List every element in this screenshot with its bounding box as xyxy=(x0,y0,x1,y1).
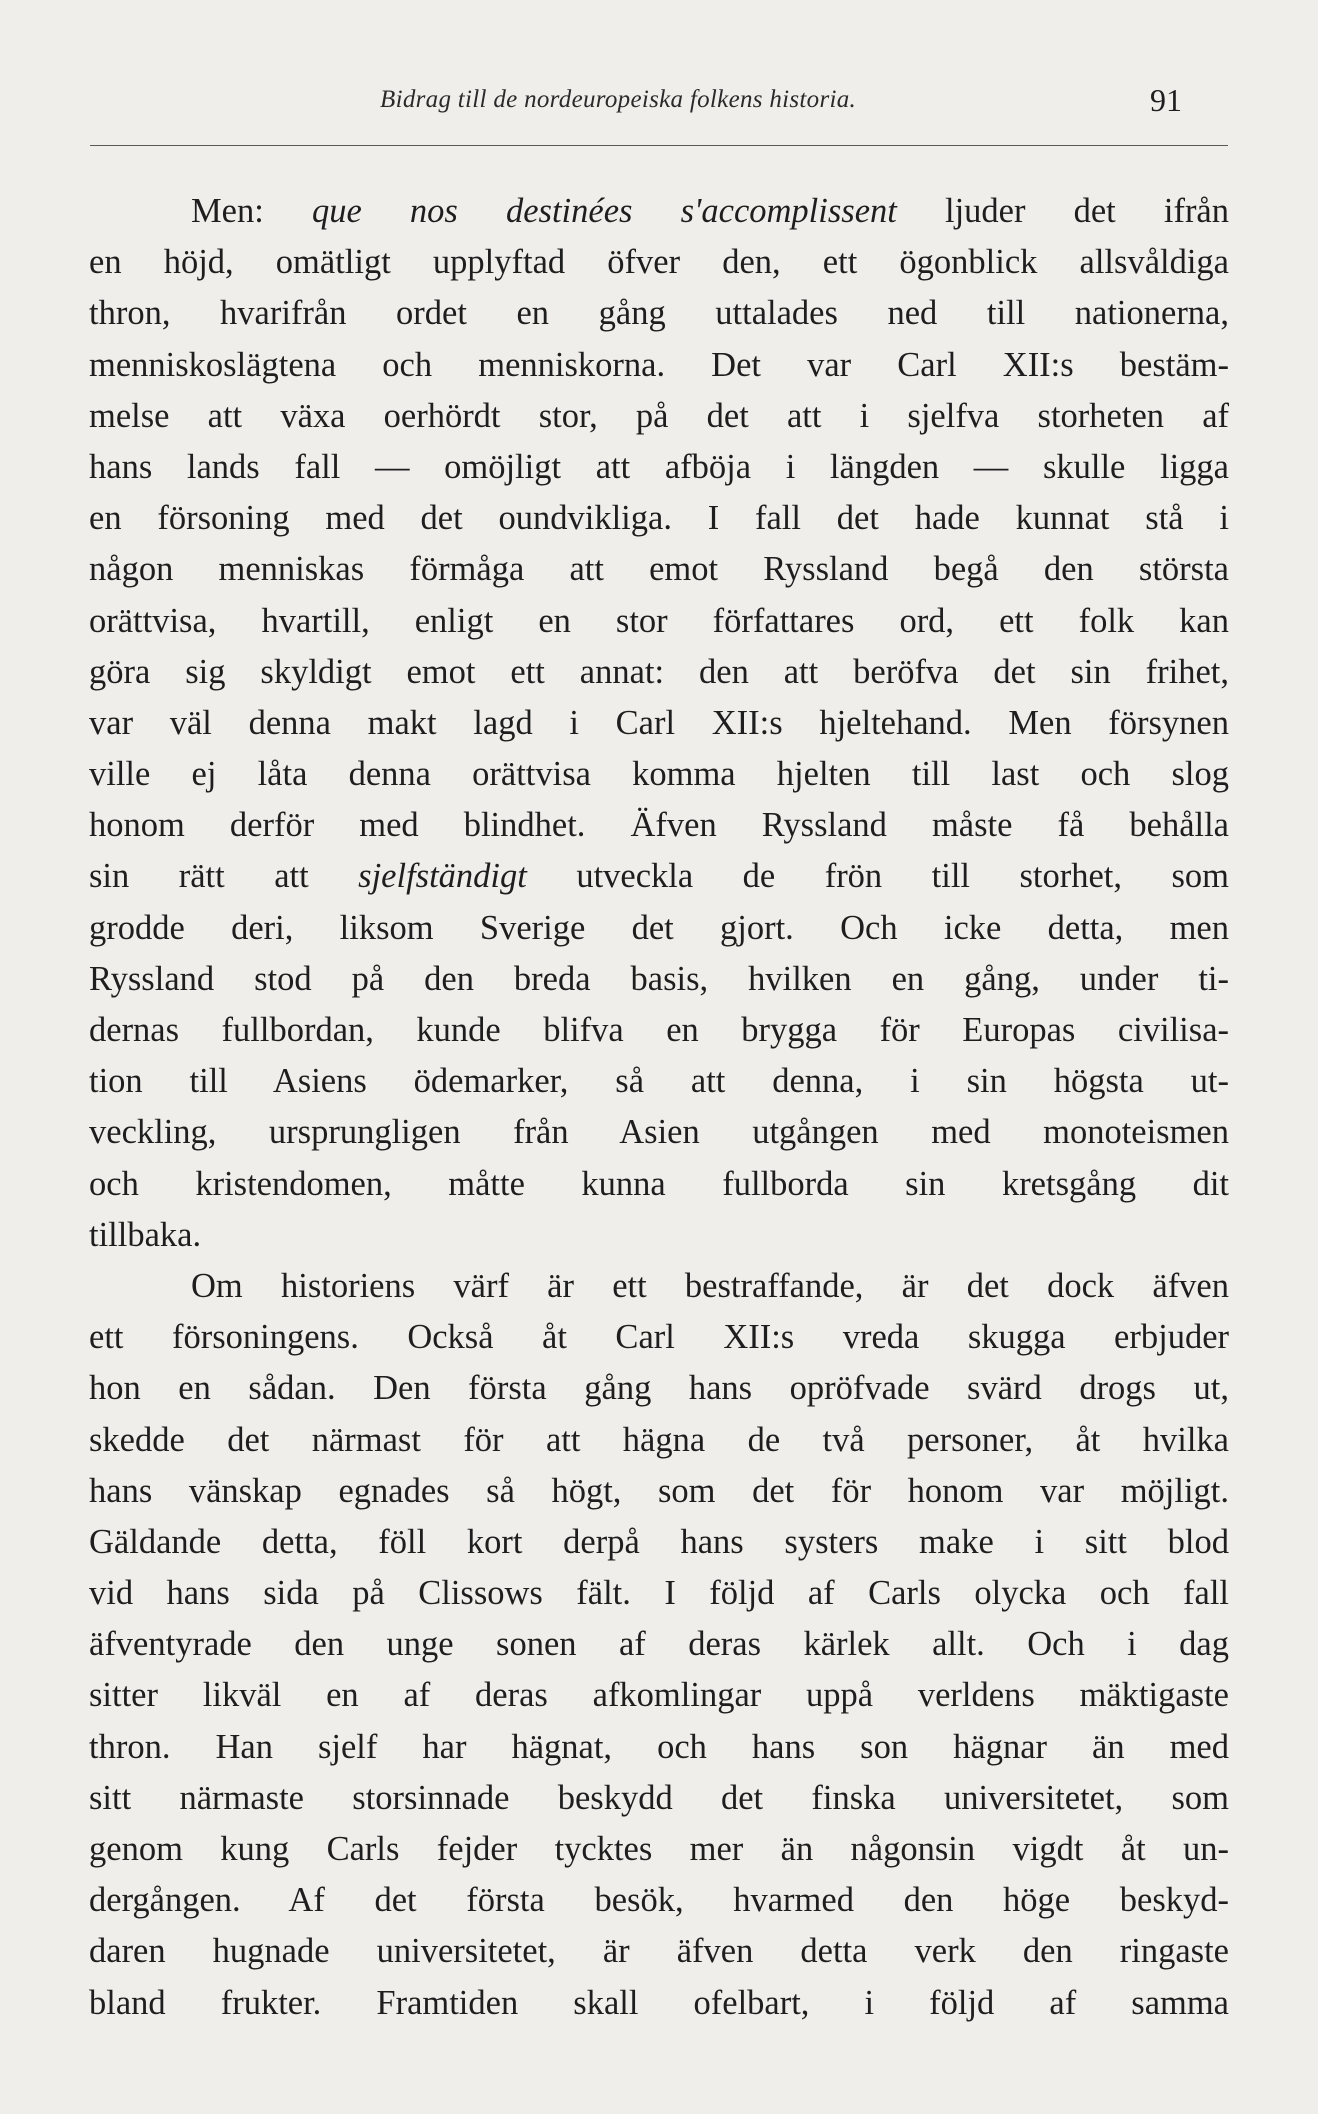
text-line: Om historiens värf är ett bestraffande, är det dock äfven xyxy=(191,1266,1229,1305)
text-line: vid hans sida på Clissows fält. I följd af Carls olycka och fall xyxy=(89,1574,1229,1613)
text-line xyxy=(89,186,1229,237)
header-rule xyxy=(90,145,1228,146)
text-line: daren hugnade universitetet, är äfven detta verk den ringaste xyxy=(89,1932,1229,1971)
text-line: tion till Asiens ödemarker, så att denna, i sin högsta ut- xyxy=(89,1062,1229,1101)
body-text xyxy=(89,186,1229,2029)
text-line: dernas fullbordan, kunde blifva en brygga för Europas civilisa- xyxy=(89,1011,1229,1049)
text-line: menniskoslägtena och menniskorna. Det var Carl XII:s bestäm- xyxy=(89,345,1229,384)
text-line: hon en sådan. Den första gång hans opröfvade svärd drogs ut, xyxy=(89,1369,1229,1408)
text-line: ville ej låta denna orättvisa komma hjelten till last och slog xyxy=(89,755,1229,794)
text-segment: utveckla de frön till storhet, som xyxy=(526,857,1229,896)
text-line: genom kung Carls fejder tycktes mer än någonsin vigdt åt un- xyxy=(89,1830,1229,1868)
text-line: grodde deri, liksom Sverige det gjort. Och icke detta, men xyxy=(89,908,1229,947)
text-line: hans lands fall — omöjligt att afböja i längden — skulle ligga xyxy=(89,447,1229,486)
text-line: dergången. Af det första besök, hvarmed den höge beskyd- xyxy=(89,1881,1229,1920)
text-line: thron. Han sjelf har hägnat, och hans son hägnar än med xyxy=(89,1727,1229,1766)
text-line: melse att växa oerhördt stor, på det att i sjelfva storheten af xyxy=(89,396,1229,435)
text-line: göra sig skyldigt emot ett annat: den att beröfva det sin frihet, xyxy=(89,652,1229,691)
text-line: och kristendomen, måtte kunna fullborda sin kretsgång dit xyxy=(89,1164,1229,1203)
text-segment: Men: xyxy=(191,192,312,230)
text-line: sitt närmaste storsinnade beskydd det finska universitetet, som xyxy=(89,1778,1229,1817)
text-line: veckling, ursprungligen från Asien utgången med monoteismen xyxy=(89,1113,1229,1152)
text-line: äfventyrade den unge sonen af deras kärlek allt. Och i dag xyxy=(89,1625,1229,1664)
text-line: hans vänskap egnades så högt, som det för honom var möjligt. xyxy=(89,1471,1229,1510)
text-line: bland frukter. Framtiden skall ofelbart, i följd af samma xyxy=(89,1983,1229,2022)
text-line: var väl denna makt lagd i Carl XII:s hjeltehand. Men försynen xyxy=(89,703,1229,742)
text-line: skedde det närmast för att hägna de två personer, åt hvilka xyxy=(89,1420,1229,1459)
text-line: en försoning med det oundvikliga. I fall det hade kunnat stå i xyxy=(89,499,1229,538)
text-line: tillbaka. xyxy=(89,1215,202,1254)
text-line: honom derför med blindhet. Äfven Ryssland måste få behålla xyxy=(89,806,1229,845)
italic-phrase: sjelfständigt xyxy=(358,857,527,896)
text-segment: ljuder det ifrån xyxy=(896,192,1229,230)
page-number: 91 xyxy=(1150,82,1182,118)
text-line: ett försoningens. Också åt Carl XII:s vreda skugga erbjuder xyxy=(89,1318,1229,1357)
text-line xyxy=(89,851,1229,902)
text-line: thron, hvarifrån ordet en gång uttalades ned till nationerna, xyxy=(89,294,1229,333)
running-title: Bidrag till de nordeuropeiska folkens historia. xyxy=(380,86,857,113)
text-line: sitter likväl en af deras afkomlingar uppå verldens mäktigaste xyxy=(89,1676,1229,1715)
text-line: någon menniskas förmåga att emot Ryssland begå den största xyxy=(89,550,1229,589)
text-line: Ryssland stod på den breda basis, hvilken en gång, under ti- xyxy=(89,959,1229,998)
text-line: Gäldande detta, föll kort derpå hans systers make i sitt blod xyxy=(89,1522,1229,1561)
italic-phrase: que nos destinées s'accomplissent xyxy=(311,192,897,230)
text-segment: sin rätt att xyxy=(89,857,359,896)
text-line: orättvisa, hvartill, enligt en stor författares ord, ett folk kan xyxy=(89,601,1229,640)
text-line: en höjd, omätligt upplyftad öfver den, ett ögonblick allsvåldiga xyxy=(89,243,1229,282)
